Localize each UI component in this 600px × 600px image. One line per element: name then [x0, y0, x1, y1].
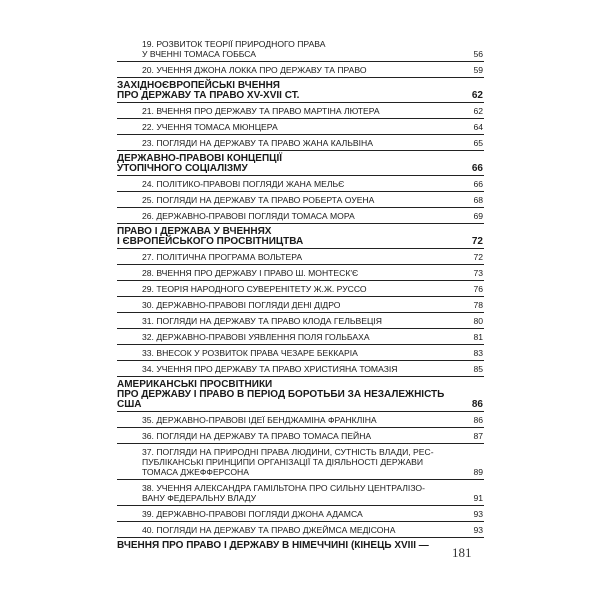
toc-entry [117, 345, 484, 361]
toc-entry-page: 93 [473, 509, 483, 519]
toc-entry-page: 69 [473, 211, 483, 221]
toc-section-heading [117, 151, 484, 176]
toc-entry-title: 32. ДЕРЖАВНО-ПРАВОВІ УЯВЛЕННЯ ПОЛЯ ГОЛЬБАХА [142, 332, 370, 342]
toc-entry-page: 62 [473, 106, 483, 116]
toc-entry [117, 208, 484, 224]
toc-entry-page: 72 [471, 236, 483, 247]
toc-entry [117, 62, 484, 78]
toc-entry [117, 119, 484, 135]
toc-entry [117, 36, 484, 62]
toc-entry-page: 56 [473, 49, 483, 59]
toc-entry [117, 412, 484, 428]
toc-entry-page: 91 [473, 493, 483, 503]
toc-entry-title: 33. ВНЕСОК У РОЗВИТОК ПРАВА ЧЕЗАРЕ БЕККАРІА [142, 348, 358, 358]
toc-entry-page: 68 [473, 195, 483, 205]
toc-entry-title: ВЧЕННЯ ПРО ПРАВО І ДЕРЖАВУ В НІМЕЧЧИНІ (КІНЕЦЬ XVIII — [117, 540, 429, 551]
toc-entry [117, 506, 484, 522]
toc-section-heading [117, 224, 484, 249]
toc-entry-page: 64 [473, 122, 483, 132]
toc-entry-title: 30. ДЕРЖАВНО-ПРАВОВІ ПОГЛЯДИ ДЕНІ ДІДРО [142, 300, 341, 310]
toc-section-heading [117, 538, 484, 551]
toc-entry [117, 428, 484, 444]
toc-entry [117, 480, 484, 506]
toc-entry [117, 361, 484, 377]
toc-entry-title: ДЕРЖАВНО-ПРАВОВІ КОНЦЕПЦІЇ УТОПІЧНОГО СОЦІАЛІЗМУ [117, 153, 282, 174]
toc-section-heading [117, 377, 484, 412]
toc-entry-page: 65 [473, 138, 483, 148]
toc-entry-page: 93 [473, 525, 483, 535]
toc-entry-page: 81 [473, 332, 483, 342]
toc-entry-title: 19. РОЗВИТОК ТЕОРІЇ ПРИРОДНОГО ПРАВА У ВЧЕННІ ТОМАСА ГОББСА [142, 39, 326, 59]
toc-entry [117, 249, 484, 265]
toc-entry-title: 21. ВЧЕННЯ ПРО ДЕРЖАВУ ТА ПРАВО МАРТІНА ЛЮТЕРА [142, 106, 380, 116]
toc-entry [117, 192, 484, 208]
toc-entry [117, 281, 484, 297]
toc-entry-title: 34. УЧЕННЯ ПРО ДЕРЖАВУ ТА ПРАВО ХРИСТИЯНА ТОМАЗІЯ [142, 364, 398, 374]
toc-entry-title: 35. ДЕРЖАВНО-ПРАВОВІ ІДЕЇ БЕНДЖАМІНА ФРАНКЛІНА [142, 415, 377, 425]
toc-entry-page: 59 [473, 65, 483, 75]
toc-entry-page: 62 [471, 90, 483, 101]
toc-entry-page: 87 [473, 431, 483, 441]
toc-entry-title: 40. ПОГЛЯДИ НА ДЕРЖАВУ ТА ПРАВО ДЖЕЙМСА МЕДІСОНА [142, 525, 396, 535]
toc-entry-page: 76 [473, 284, 483, 294]
toc-entry [117, 176, 484, 192]
toc-entry-page: 78 [473, 300, 483, 310]
toc-entry-page: 85 [473, 364, 483, 374]
toc-entry [117, 444, 484, 480]
toc-entry-title: ЗАХІДНОЄВРОПЕЙСЬКІ ВЧЕННЯ ПРО ДЕРЖАВУ ТА ПРАВО XV-XVII СТ. [117, 80, 300, 101]
toc-entry [117, 103, 484, 119]
table-of-contents [117, 36, 484, 551]
toc-entry-title: 24. ПОЛІТИКО-ПРАВОВІ ПОГЛЯДИ ЖАНА МЕЛЬЄ [142, 179, 345, 189]
toc-entry [117, 265, 484, 281]
toc-entry-page: 86 [471, 399, 483, 410]
toc-entry-title: 36. ПОГЛЯДИ НА ДЕРЖАВУ ТА ПРАВО ТОМАСА ПЕЙНА [142, 431, 372, 441]
toc-entry [117, 522, 484, 538]
toc-entry-title: ПРАВО І ДЕРЖАВА У ВЧЕННЯХ І ЄВРОПЕЙСЬКОГО ПРОСВІТНИЦТВА [117, 226, 304, 247]
toc-entry [117, 329, 484, 345]
toc-entry-title: АМЕРИКАНСЬКІ ПРОСВІТНИКИ ПРО ДЕРЖАВУ І ПРАВО В ПЕРІОД БОРОТЬБИ ЗА НЕЗАЛЕЖНІСТЬ США [117, 379, 445, 410]
toc-entry-title: 29. ТЕОРІЯ НАРОДНОГО СУВЕРЕНІТЕТУ Ж.Ж. РУССО [142, 284, 367, 294]
toc-entry-title: 31. ПОГЛЯДИ НА ДЕРЖАВУ ТА ПРАВО КЛОДА ГЕЛЬВЕЦІЯ [142, 316, 382, 326]
toc-entry-title: 37. ПОГЛЯДИ НА ПРИРОДНІ ПРАВА ЛЮДИНИ, СУТНІСТЬ ВЛАДИ, РЕС- ПУБЛІКАНСЬКІ ПРИНЦИПИ ОРГАНІЗАЦІЇ ТА ДІЯЛЬНОСТІ ДЕРЖАВИ ТОМАСА ДЖЕФФЕРСОНА [142, 447, 434, 477]
toc-entry-title: 26. ДЕРЖАВНО-ПРАВОВІ ПОГЛЯДИ ТОМАСА МОРА [142, 211, 355, 221]
toc-entry-page: 89 [473, 467, 483, 477]
toc-entry-title: 39. ДЕРЖАВНО-ПРАВОВІ ПОГЛЯДИ ДЖОНА АДАМСА [142, 509, 363, 519]
toc-entry [117, 297, 484, 313]
toc-entry-page: 66 [471, 163, 483, 174]
toc-entry-page: 72 [473, 252, 483, 262]
toc-entry-title: 27. ПОЛІТИЧНА ПРОГРАМА ВОЛЬТЕРА [142, 252, 303, 262]
toc-entry-title: 20. УЧЕННЯ ДЖОНА ЛОККА ПРО ДЕРЖАВУ ТА ПРАВО [142, 65, 367, 75]
toc-entry-page: 83 [473, 348, 483, 358]
toc-entry [117, 313, 484, 329]
toc-entry-page: 86 [473, 415, 483, 425]
toc-entry-title: 23. ПОГЛЯДИ НА ДЕРЖАВУ ТА ПРАВО ЖАНА КАЛЬВІНА [142, 138, 373, 148]
toc-entry-title: 22. УЧЕННЯ ТОМАСА МЮНЦЕРА [142, 122, 278, 132]
toc-entry-title: 28. ВЧЕННЯ ПРО ДЕРЖАВУ І ПРАВО Ш. МОНТЕСК'Є [142, 268, 359, 278]
toc-entry-page: 80 [473, 316, 483, 326]
toc-entry-title: 25. ПОГЛЯДИ НА ДЕРЖАВУ ТА ПРАВО РОБЕРТА ОУЕНА [142, 195, 375, 205]
toc-entry-page: 73 [473, 268, 483, 278]
toc-entry-page: 66 [473, 179, 483, 189]
page-number: 181 [452, 545, 472, 560]
toc-section-heading [117, 78, 484, 103]
toc-entry [117, 135, 484, 151]
toc-entry-title: 38. УЧЕННЯ АЛЕКСАНДРА ГАМІЛЬТОНА ПРО СИЛЬНУ ЦЕНТРАЛІЗО- ВАНУ ФЕДЕРАЛЬНУ ВЛАДУ [142, 483, 425, 503]
